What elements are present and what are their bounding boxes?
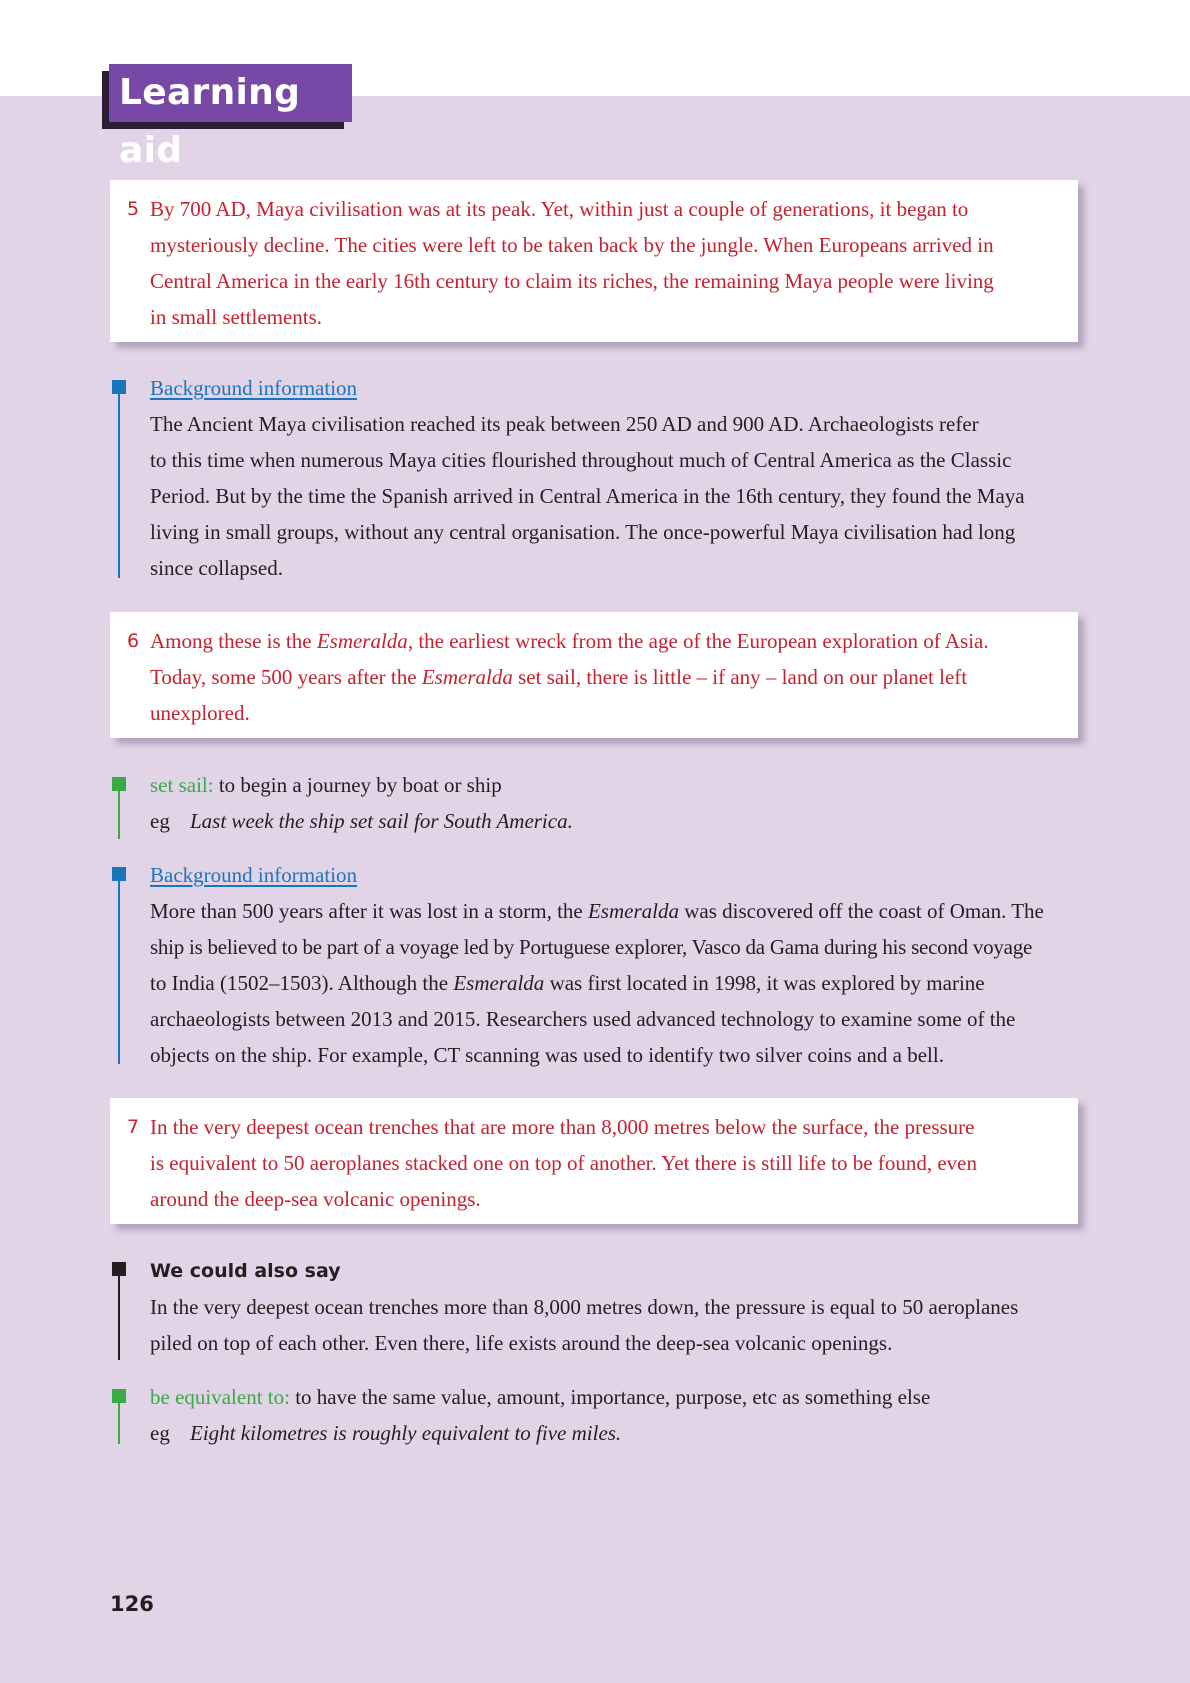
body-line: Period. But by the time the Spanish arrived in Central America in the 16th century, they found the Maya [150,484,1025,508]
ship-name: Esmeralda [421,665,513,689]
quote-line: Central America in the early 16th century to claim its riches, the remaining Maya people were living [150,269,994,293]
body-line: piled on top of each other. Even there, life exists around the deep-sea volcanic openings. [150,1331,893,1355]
vocabulary-definition: to begin a journey by boat or ship [213,773,502,797]
body-line: The Ancient Maya civilisation reached its peak between 250 AD and 900 AD. Archaeologists refer [150,412,979,436]
ship-name: Esmeralda [316,629,408,653]
quote-number: 5 [127,198,140,220]
body-line: More than 500 years after it was lost in a storm, the Esmeralda was discovered off the coast of Oman. The [150,899,1044,923]
quote-line: mysteriously decline. The cities were left to be taken back by the jungle. When Europeans arrived in [150,233,994,257]
example-label: eg [150,1421,170,1445]
ship-name: Esmeralda [587,899,679,923]
vocabulary-rule [118,1399,120,1444]
quote-number: 6 [127,630,140,652]
quote-line: Among these is the Esmeralda, the earliest wreck from the age of the European exploration of Asia. [150,629,989,653]
background-info-1 [150,370,1080,586]
background-info-rule [118,877,120,1064]
body-line: In the very deepest ocean trenches more than 8,000 metres down, the pressure is equal to 50 aeroplanes [150,1295,1019,1319]
quote-number: 7 [127,1116,140,1138]
background-info-heading: Background information [150,863,358,887]
vocabulary-term: set sail: [150,773,214,797]
vocabulary-definition: to have the same value, amount, importance, purpose, etc as something else [289,1385,931,1409]
background-info-2 [150,857,1080,1073]
example-sentence: Eight kilometres is roughly equivalent to five miles. [190,1421,622,1445]
quote-text [150,1109,1048,1217]
quote-line: in small settlements. [150,305,323,329]
body-line: objects on the ship. For example, CT scanning was used to identify two silver coins and a bell. [150,1043,944,1067]
body-line: archaeologists between 2013 and 2015. Researchers used advanced technology to examine some of the [150,1007,1016,1031]
vocabulary-term: be equivalent to: [150,1385,290,1409]
quote-line: around the deep-sea volcanic openings. [150,1187,481,1211]
example-label: eg [150,809,170,833]
alternative-heading: We could also say [150,1260,341,1282]
body-line: to this time when numerous Maya cities flourished throughout much of Central America as the Classic [150,448,1012,472]
background-info-rule [118,390,120,578]
vocabulary-be-equivalent-to [150,1379,1080,1451]
quote-line: unexplored. [150,701,250,725]
alternative-rule [118,1272,120,1360]
body-line: to India (1502–1503). Although the Esmeralda was first located in 1998, it was explored by marine [150,971,985,995]
quote-box-7 [110,1098,1078,1224]
page-number: 126 [110,1592,154,1616]
page-title: Learning aid [109,64,352,122]
quote-text [150,623,1048,731]
we-could-also-say [150,1252,1080,1361]
quote-line: is equivalent to 50 aeroplanes stacked one on top of another. Yet there is still life to be found, even [150,1151,977,1175]
quote-line: In the very deepest ocean trenches that are more than 8,000 metres below the surface, the pressure [150,1115,975,1139]
ship-name: Esmeralda [453,971,545,995]
body-line: ship is believed to be part of a voyage led by Portuguese explorer, Vasco da Gama during his second voyage [150,935,1033,959]
quote-box-6 [110,612,1078,738]
quote-text [150,191,1048,335]
quote-line: By 700 AD, Maya civilisation was at its peak. Yet, within just a couple of generations, it began to [150,197,969,221]
background-info-heading: Background information [150,376,358,400]
quote-box-5 [110,180,1078,342]
vocabulary-rule [118,787,120,839]
vocabulary-set-sail [150,767,1080,839]
body-line: living in small groups, without any central organisation. The once-powerful Maya civilisation had long [150,520,1016,544]
example-sentence: Last week the ship set sail for South America. [190,809,573,833]
body-line: since collapsed. [150,556,283,580]
quote-line: Today, some 500 years after the Esmeralda set sail, there is little – if any – land on our planet left [150,665,968,689]
